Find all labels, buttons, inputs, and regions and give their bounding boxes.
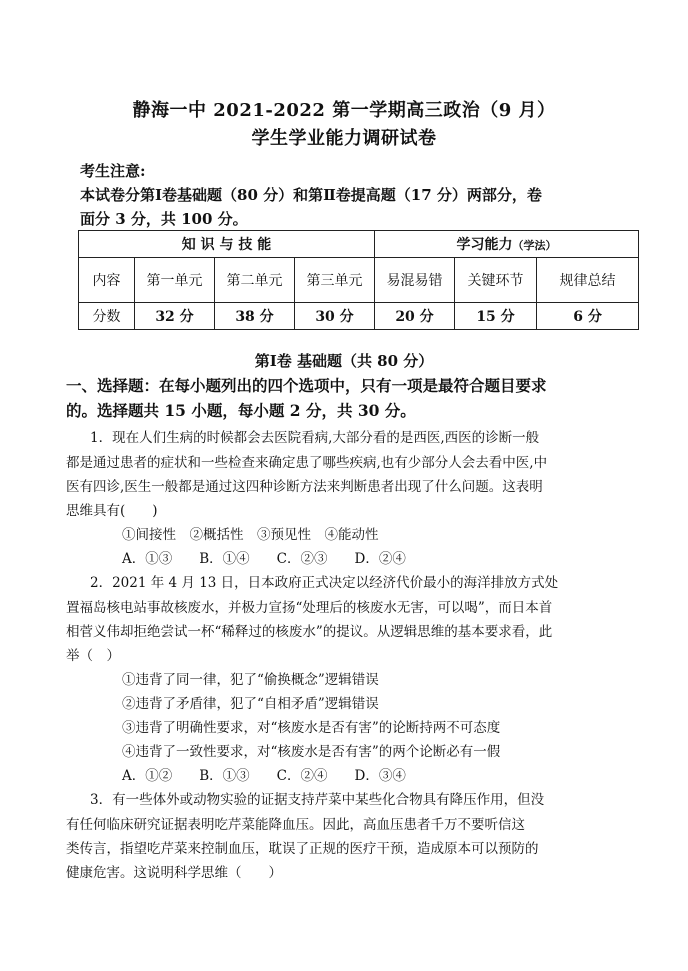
notice-label: 考生注意: xyxy=(80,162,146,180)
q1-line-2: 都是通过患者的症状和一些检查来确定患了哪些疾病,也有少部分人会去看中医,中 xyxy=(66,455,548,471)
q2-line-4: 举（ ） xyxy=(66,648,120,664)
table-group-ability-sub: （学法） xyxy=(512,239,557,252)
notice-line-1: 本试卷分第Ⅰ卷基础题（80 分）和第Ⅱ卷提高题（17 分）两部分，卷 xyxy=(80,186,542,204)
q1-items: ①间接性 ②概括性 ③预见性 ④能动性 xyxy=(122,527,379,543)
table-score-cell: 30 分 xyxy=(295,303,375,330)
q1-line-4: 思维具有( ) xyxy=(66,503,158,519)
section-title: 第Ⅰ卷 基础题（共 80 分） xyxy=(254,352,434,370)
q3-line-4: 健康危害。这说明科学思维（ ） xyxy=(66,865,282,881)
notice-line-2: 面分 3 分，共 100 分。 xyxy=(80,210,248,228)
table-group-ability xyxy=(375,231,639,258)
section-instruction-2: 的。选择题共 15 小题，每小题 2 分，共 30 分。 xyxy=(66,401,416,420)
q2-option-2: ②违背了矛盾律，犯了“自相矛盾”逻辑错误 xyxy=(122,696,379,712)
table-header-cell: 关键环节 xyxy=(455,258,537,303)
table-header-cell: 第三单元 xyxy=(295,258,375,303)
table-header-cell: 易混易错 xyxy=(375,258,455,303)
table-score-cell: 20 分 xyxy=(375,303,455,330)
table-score-cell: 分数 xyxy=(79,303,135,330)
table-header-cell: 内容 xyxy=(79,258,135,303)
table-score-cell: 32 分 xyxy=(135,303,215,330)
table-score-cell: 15 分 xyxy=(455,303,537,330)
table-header-cell: 第一单元 xyxy=(135,258,215,303)
table-header-cell: 第二单元 xyxy=(215,258,295,303)
table-group-knowledge: 知 识 与 技 能 xyxy=(79,231,375,258)
q1-choices: A．①③ B．①④ C．②③ D．②④ xyxy=(122,551,406,567)
q2-option-3: ③违背了明确性要求，对“核废水是否有害”的论断持两不可态度 xyxy=(122,720,501,736)
score-table xyxy=(78,230,639,330)
q3-line-2: 有任何临床研究证据表明吃芹菜能降血压。因此，高血压患者千万不要听信这 xyxy=(66,817,525,833)
q1-line-3: 医有四诊,医生一般都是通过这四种诊断方法来判断患者出现了什么问题。这表明 xyxy=(66,479,543,495)
q3-line-1: 3．有一些体外或动物实验的证据支持芹菜中某些化合物具有降压作用，但没 xyxy=(90,792,545,808)
q2-line-1: 2．2021 年 4 月 13 日，日本政府正式决定以经济代价最小的海洋排放方式处 xyxy=(90,575,559,591)
exam-title-line1: 静海一中 2021-2022 第一学期高三政治（9 月） xyxy=(132,100,556,121)
q2-option-1: ①违背了同一律，犯了“偷换概念”逻辑错误 xyxy=(122,672,379,688)
q2-option-4: ④违背了一致性要求，对“核废水是否有害”的两个论断必有一假 xyxy=(122,744,501,760)
q2-line-3: 相菅义伟却拒绝尝试一杯“稀释过的核废水”的提议。从逻辑思维的基本要求看，此 xyxy=(66,624,553,640)
q1-line-1: 1．现在人们生病的时候都会去医院看病,大部分看的是西医,西医的诊断一般 xyxy=(90,430,540,446)
q2-line-2: 置福岛核电站事故核废水，并极力宣扬“处理后的核废水无害，可以喝”，而日本首 xyxy=(66,600,553,616)
table-score-cell: 38 分 xyxy=(215,303,295,330)
q2-choices: A．①② B．①③ C．②④ D．③④ xyxy=(122,768,406,784)
table-group-ability-main: 学习能力 xyxy=(456,237,513,253)
q3-line-3: 类传言，指望吃芹菜来控制血压，耽误了正规的医疗干预，造成原本可以预防的 xyxy=(66,841,539,857)
section-instruction-1: 一、选择题：在每小题列出的四个选项中，只有一项是最符合题目要求 xyxy=(66,376,547,395)
exam-title-line2: 学生学业能力调研试卷 xyxy=(251,128,437,149)
table-score-cell: 6 分 xyxy=(537,303,639,330)
table-header-cell: 规律总结 xyxy=(537,258,639,303)
